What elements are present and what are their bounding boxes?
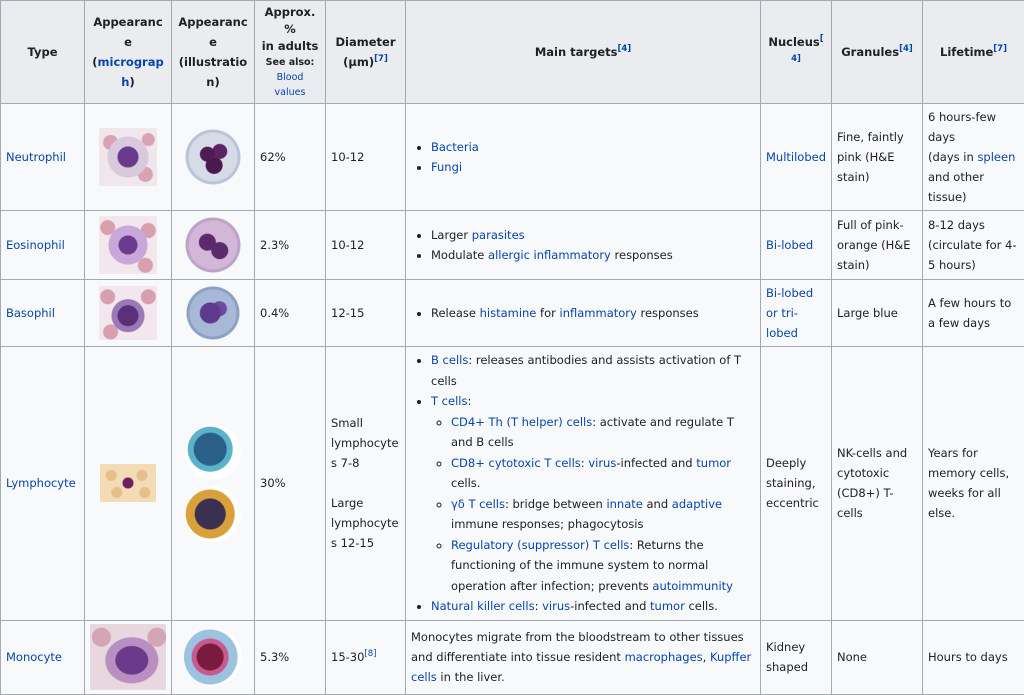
neutrophil-lifetime [923, 104, 1024, 211]
inflammatory-link[interactable]: inflammatory [560, 306, 637, 320]
tumor-link[interactable]: tumor [650, 599, 685, 613]
header-appearance-label: Appearance [93, 15, 162, 49]
header-in-adults-label: in adults [262, 39, 319, 53]
eosinophil-link[interactable]: Eosinophil [6, 238, 65, 252]
list-item [431, 596, 755, 617]
b-cells-link[interactable]: B cells [431, 353, 468, 367]
cd4-link[interactable]: CD4+ [451, 415, 485, 429]
eosinophil-granules: Full of pink-orange (H&E stain) [832, 211, 923, 280]
virus-link[interactable]: virus [542, 599, 570, 613]
lymphocyte-diameter [326, 347, 406, 621]
t-cells-link[interactable]: T cells [431, 394, 467, 408]
eosinophil-pct: 2.3% [255, 211, 326, 280]
target-text: Monocytes migrate from the bloodstream to other tissues and differentiate into tissue resident [411, 630, 744, 664]
virus-link[interactable]: virus [588, 456, 616, 470]
micrograph-link[interactable]: micrograph [98, 55, 164, 89]
monocyte-lifetime: Hours to days [923, 620, 1024, 694]
multilobed-link[interactable]: Multilobed [766, 150, 826, 164]
target-text: and [643, 497, 672, 511]
regulatory-t-cells-link[interactable]: Regulatory (suppressor) T cells [451, 538, 629, 552]
eosinophil-micrograph-image[interactable] [99, 216, 157, 274]
target-text: for [536, 306, 559, 320]
monocyte-link[interactable]: Monocyte [6, 650, 62, 664]
gamma-delta-t-cells-link[interactable]: γδ T cells [451, 497, 505, 511]
table-row-neutrophil [1, 104, 1024, 211]
header-nucleus [761, 1, 832, 104]
list-item [431, 303, 755, 324]
target-text: -infected and [570, 599, 650, 613]
table-row-monocyte [1, 620, 1024, 694]
basophil-diameter: 12-15 [326, 280, 406, 347]
small-lymphocyte-illustration-image[interactable] [185, 424, 241, 480]
target-text: Larger [431, 228, 472, 242]
monocyte-diameter-value: 15-30 [331, 650, 364, 664]
lymphocyte-micrograph-image[interactable] [100, 464, 156, 502]
target-text: : Returns the functioning of the immune system to normal operation after infection; prevents [451, 538, 708, 593]
target-text: responses [637, 306, 699, 320]
neutrophil-link[interactable]: Neutrophil [6, 150, 66, 164]
target-text: Release [431, 306, 480, 320]
header-main-targets [406, 1, 761, 104]
header-approx-label: Approx. % [265, 5, 316, 36]
list-item [451, 412, 755, 453]
bacteria-link[interactable]: Bacteria [431, 140, 479, 154]
cd8-cytotoxic-link[interactable]: CD8+ cytotoxic T cells [451, 456, 581, 470]
header-granules-label: Granules [841, 45, 899, 59]
target-text: : [581, 456, 589, 470]
blood-values-link[interactable]: Blood values [260, 70, 320, 100]
header-appearance-illustration [172, 1, 255, 104]
header-appearance-illus-label: Appearance [178, 15, 247, 49]
monocyte-granules: None [832, 620, 923, 694]
target-text: Modulate [431, 248, 488, 262]
list-item [451, 535, 755, 597]
lifetime-text: (days in [928, 150, 977, 164]
macrophages-link[interactable]: macrophages [625, 650, 703, 664]
target-text: : releases antibodies and assists activation of T cells [431, 353, 741, 388]
ref-7-link-b[interactable]: [7] [993, 44, 1007, 54]
t-cell-subtypes [431, 412, 755, 597]
list-item [451, 453, 755, 494]
header-row [1, 1, 1024, 104]
neutrophil-targets [411, 137, 755, 178]
basophil-lifetime: A few hours to a few days [923, 280, 1024, 347]
header-diameter [326, 1, 406, 104]
target-text: : [535, 599, 543, 613]
autoimmunity-link[interactable]: autoimmunity [652, 579, 733, 593]
lymphocyte-nucleus: Deeply staining, eccentric [761, 347, 832, 621]
list-item [431, 225, 755, 246]
header-nucleus-label: Nucleus [768, 35, 819, 49]
eosinophil-diameter: 10-12 [326, 211, 406, 280]
target-text: : bridge between [505, 497, 606, 511]
header-granules [832, 1, 923, 104]
lymphocyte-link[interactable]: Lymphocyte [6, 476, 76, 490]
lymphocyte-granules: NK-cells and cytotoxic (CD8+) T-cells [832, 347, 923, 621]
target-text: responses [611, 248, 673, 262]
spleen-link[interactable]: spleen [977, 150, 1015, 164]
target-text: cells. [685, 599, 718, 613]
monocyte-micrograph-image[interactable] [90, 624, 166, 690]
lymphocyte-targets [411, 350, 755, 617]
header-approx-pct [255, 1, 326, 104]
bilobed-trilobed-link[interactable]: Bi-lobed or tri-lobed [766, 286, 813, 340]
target-text: : [467, 394, 471, 408]
lifetime-text: 6 hours-few days [928, 110, 996, 144]
parasites-link[interactable]: parasites [472, 228, 525, 242]
adaptive-link[interactable]: adaptive [672, 497, 722, 511]
monocyte-targets [406, 620, 761, 694]
eosinophil-illustration-image[interactable] [185, 217, 241, 273]
tumor-link[interactable]: tumor [696, 456, 731, 470]
lymphocyte-pct: 30% [255, 347, 326, 621]
header-see-also: See also: [260, 55, 320, 70]
monocyte-illustration-image[interactable] [184, 628, 242, 686]
eosinophil-lifetime: 8-12 days (circulate for 4-5 hours) [923, 211, 1024, 280]
neutrophil-pct: 62% [255, 104, 326, 211]
list-item [431, 245, 755, 266]
neutrophil-diameter: 10-12 [326, 104, 406, 211]
kupffer-cells-link[interactable]: Kupffer cells [411, 650, 751, 684]
target-text: in the liver. [437, 670, 505, 684]
monocyte-pct: 5.3% [255, 620, 326, 694]
header-main-targets-label: Main targets [535, 45, 618, 59]
header-um-label: (μm) [343, 55, 374, 69]
neutrophil-illustration-image[interactable] [185, 129, 241, 185]
basophil-link[interactable]: Basophil [6, 306, 55, 320]
fungi-link[interactable]: Fungi [431, 160, 462, 174]
target-text: cells. [451, 476, 480, 490]
target-text: : activate and regulate T and B cells [451, 415, 734, 450]
large-lymphocyte-diameter: Large lymphocytes 12-15 [331, 493, 400, 553]
list-item [431, 157, 755, 178]
list-item [431, 137, 755, 158]
ref-7-link[interactable]: [7] [374, 54, 388, 64]
ref-4-link-c[interactable]: [4] [899, 44, 913, 54]
t-helper-cells-link[interactable]: Th (T helper) cells [489, 415, 593, 429]
innate-link[interactable]: innate [606, 497, 642, 511]
neutrophil-micrograph-image[interactable] [99, 128, 157, 186]
header-appearance-micrograph: Appearance (micrograph) [85, 1, 172, 104]
target-text: -infected and [616, 456, 696, 470]
large-lymphocyte-illustration-image[interactable] [185, 486, 241, 542]
monocyte-nucleus: Kidney shaped [761, 620, 832, 694]
basophil-granules: Large blue [832, 280, 923, 347]
list-item [431, 350, 755, 391]
header-illustration-label: (illustration) [179, 55, 247, 89]
basophil-micrograph-image[interactable] [99, 286, 157, 340]
basophil-targets [411, 303, 755, 324]
allergic-inflammatory-link[interactable]: allergic inflammatory [488, 248, 611, 262]
bilobed-link[interactable]: Bi-lobed [766, 238, 813, 252]
list-item [451, 494, 755, 535]
ref-8-link[interactable]: [8] [364, 649, 376, 659]
table-row-basophil [1, 280, 1024, 347]
basophil-pct: 0.4% [255, 280, 326, 347]
lymphocyte-lifetime: Years for memory cells, weeks for all else. [923, 347, 1024, 621]
basophil-illustration-image[interactable] [186, 286, 240, 340]
list-item [431, 391, 755, 596]
header-type: Type [1, 1, 85, 104]
monocyte-diameter [326, 620, 406, 694]
ref-4-link-a[interactable]: [4] [617, 44, 631, 54]
header-lifetime-label: Lifetime [940, 45, 993, 59]
small-lymphocyte-diameter: Small lymphocytes 7-8 [331, 413, 400, 473]
natural-killer-cells-link[interactable]: Natural killer cells [431, 599, 535, 613]
ref-4-link-b[interactable]: [4] [791, 34, 824, 64]
eosinophil-targets [411, 225, 755, 266]
header-diameter-label: Diameter [336, 35, 396, 49]
table-row-lymphocyte [1, 347, 1024, 621]
histamine-link[interactable]: histamine [480, 306, 537, 320]
target-text: immune responses; phagocytosis [451, 517, 644, 531]
table-row-eosinophil [1, 211, 1024, 280]
neutrophil-granules: Fine, faintly pink (H&E stain) [832, 104, 923, 211]
lifetime-text: and other tissue) [928, 170, 984, 204]
target-text: , [703, 650, 710, 664]
header-lifetime [923, 1, 1024, 104]
